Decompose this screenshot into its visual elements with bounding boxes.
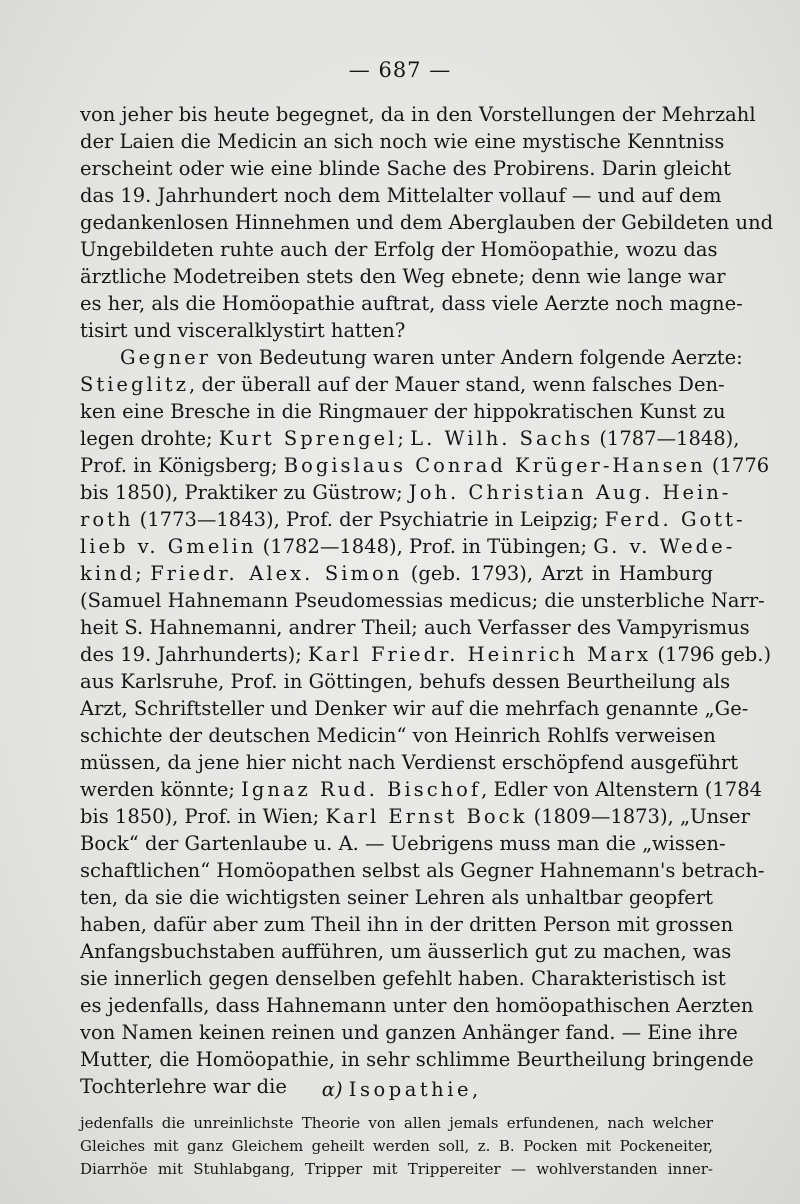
text-line: gedankenlosen Hinnehmen und dem Aberglauben der Gebildeten und [80,211,774,234]
text-line: heit S. Hahnemanni, andrer Theil; auch Verfasser des Vampyrismus [80,616,750,639]
person-name: kind [80,562,136,585]
text-line: Ungebildeten ruhte auch der Erfolg der Homöopathie, wozu das [80,238,718,261]
text-line: schaftlichen“ Homöopathen selbst als Gegner Hahnemann's betrach- [80,859,765,882]
person-name: Ferd. Gott- [604,508,746,531]
text-line: Bock“ der Gartenlaube u. A. — Uebrigens muss man die „wissen- [80,832,726,855]
small-print-line: Gleiches mit ganz Gleichem geheilt werden soll, z. B. Pocken mit Pockeneiter, [80,1137,713,1155]
text-line: lieb v. Gmelin (1782—1848), Prof. in Tübingen; G. v. Wede- [80,535,736,558]
text-line: tisirt und visceralklystirt hatten? [80,319,406,342]
person-name: lieb v. Gmelin [80,535,257,558]
text-line: Gegner von Bedeutung waren unter Andern folgende Aerzte: [120,346,743,369]
text-line: Mutter, die Homöopathie, in sehr schlimme Beurtheilung bringende [80,1048,754,1071]
text-line: müssen, da jene hier nicht nach Verdienst erschöpfend ausgeführt [80,751,739,774]
text-line: aus Karlsruhe, Prof. in Göttingen, behufs dessen Beurtheilung als [80,670,731,693]
small-print-line: Diarrhöe mit Stuhlabgang, Tripper mit Trippereiter — wohlverstanden inner- [80,1160,713,1178]
text-line: Anfangsbuchstaben aufführen, um äusserlich gut zu machen, was [80,940,732,963]
text-line: Prof. in Königsberg; Bogislaus Conrad Krüger-Hansen (1776 [80,454,770,477]
text-line: roth (1773—1843), Prof. der Psychiatrie in Leipzig; Ferd. Gott- [80,508,746,531]
section-label: α) [321,1078,343,1101]
text-line: Arzt, Schriftsteller und Denker wir auf die mehrfach genannte „Ge- [80,697,749,720]
text-line: es her, als die Homöopathie auftrat, dass viele Aerzte noch magne- [80,292,743,315]
text-line: sie innerlich gegen denselben gefehlt haben. Charakteristisch ist [80,967,726,990]
person-name: Ignaz Rud. Bischof [241,778,482,801]
text-line: von jeher bis heute begegnet, da in den Vorstellungen der Mehrzahl [80,103,756,126]
person-name: Kurt Sprengel [218,427,398,450]
text-line: schichte der deutschen Medicin“ von Heinrich Rohlfs verweisen [80,724,716,747]
text-line: von Namen keinen reinen und ganzen Anhänger fand. — Eine ihre [80,1021,738,1044]
person-name: roth [80,508,134,531]
text-line: ärztliche Modetreiben stets den Weg ebnete; denn wie lange war [80,265,726,288]
text-line: legen drohte; Kurt Sprengel; L. Wilh. Sachs (1787—1848), [80,427,740,450]
text-line: ten, da sie die wichtigsten seiner Lehren als unhaltbar geopfert [80,886,713,909]
person-name: Karl Friedr. Heinrich Marx [308,643,652,666]
text-line: des 19. Jahrhunderts); Karl Friedr. Heinrich Marx (1796 geb.) [80,643,772,666]
spaced-term: Gegner [120,346,212,369]
text-line: bis 1850), Prof. in Wien; Karl Ernst Bock (1809—1873), „Unser [80,805,750,828]
text-line: (Samuel Hahnemann Pseudomessias medicus; die unsterbliche Narr- [80,589,765,612]
text-line: der Laien die Medicin an sich noch wie eine mystische Kenntniss [80,130,725,153]
text-line: werden könnte; Ignaz Rud. Bischof, Edler von Altenstern (1784 [80,778,763,801]
page-number: — 687 — [348,58,452,82]
person-name: Stieglitz [80,373,190,396]
text-line: Stieglitz, der überall auf der Mauer stand, wenn falsches Den- [80,373,725,396]
person-name: Karl Ernst Bock [325,805,528,828]
text-line: das 19. Jahrhundert noch dem Mittelalter vollauf — und auf dem [80,184,722,207]
person-name: Bogislaus Conrad Krüger-Hansen [283,454,706,477]
text-line: Tochterlehre war die [80,1075,287,1098]
person-name: G. v. Wede- [593,535,736,558]
person-name: Joh. Christian Aug. Hein- [408,481,732,504]
text-line: es jedenfalls, dass Hahnemann unter den homöopathischen Aerzten [80,994,754,1017]
person-name: Friedr. Alex. Simon [150,562,403,585]
text-line: erscheint oder wie eine blinde Sache des Probirens. Darin gleicht [80,157,732,180]
small-print-line: jedenfalls die unreinlichste Theorie von allen jemals erfundenen, nach welcher [80,1114,713,1132]
text-line: kind; Friedr. Alex. Simon (geb. 1793), Arzt in Hamburg [80,562,714,585]
text-line: ken eine Bresche in die Ringmauer der hippokratischen Kunst zu [80,400,726,423]
section-heading: α) Isopathie, [321,1078,479,1101]
text-line: haben, dafür aber zum Theil ihn in der dritten Person mit grossen [80,913,734,936]
section-title: Isopathie [348,1078,472,1101]
text-line: bis 1850), Praktiker zu Güstrow; Joh. Christian Aug. Hein- [80,481,732,504]
person-name: L. Wilh. Sachs [410,427,594,450]
